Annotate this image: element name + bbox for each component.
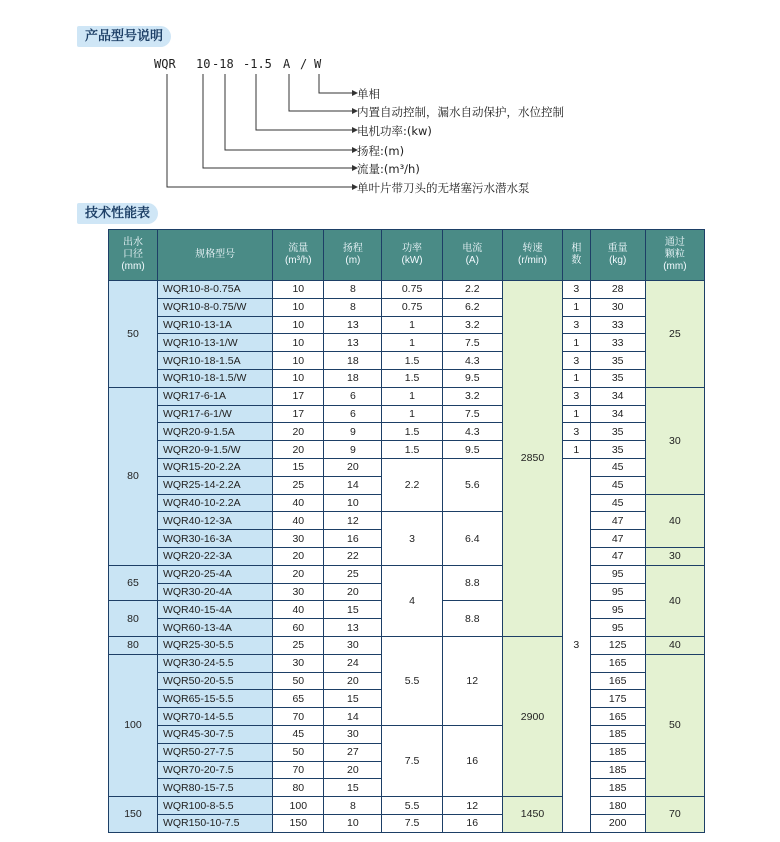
head-cell: 13: [324, 334, 382, 352]
current-cell: 9.5: [442, 441, 502, 459]
head-cell: 10: [324, 494, 382, 512]
current-cell: 3.2: [442, 387, 502, 405]
flow-cell: 70: [273, 761, 324, 779]
header-power: 功率 (kW): [382, 230, 442, 281]
weight-cell: 185: [590, 779, 645, 797]
model-cell: WQR50-27-7.5: [157, 743, 272, 761]
model-cell: WQR10-18-1.5A: [157, 352, 272, 370]
model-cell: WQR40-10-2.2A: [157, 494, 272, 512]
particle-cell: 30: [645, 547, 704, 565]
section-title-model: 产品型号说明: [77, 26, 171, 47]
explain-control: 内置自动控制，漏水自动保护，水位控制: [357, 105, 564, 119]
model-cell: WQR17-6-1A: [157, 387, 272, 405]
phase-cell: 1: [563, 405, 591, 423]
head-cell: 12: [324, 512, 382, 530]
current-cell: 9.5: [442, 369, 502, 387]
weight-cell: 45: [590, 476, 645, 494]
flow-cell: 17: [273, 405, 324, 423]
model-cell: WQR70-14-5.5: [157, 708, 272, 726]
model-cell: WQR30-20-4A: [157, 583, 272, 601]
head-cell: 10: [324, 814, 382, 832]
head-cell: 24: [324, 654, 382, 672]
header-outlet: 出水 口径 (mm): [109, 230, 158, 281]
current-cell: 12: [442, 797, 502, 815]
weight-cell: 35: [590, 352, 645, 370]
current-cell: 8.8: [442, 565, 502, 601]
header-weight: 重量 (kg): [590, 230, 645, 281]
table-row: [109, 725, 705, 743]
head-cell: 27: [324, 743, 382, 761]
head-cell: 8: [324, 797, 382, 815]
particle-cell: 30: [645, 387, 704, 494]
phase-cell: 3: [563, 352, 591, 370]
phase-cell: 3: [563, 316, 591, 334]
flow-cell: 50: [273, 672, 324, 690]
particle-cell: 40: [645, 565, 704, 636]
outlet-cell: 50: [109, 281, 158, 388]
weight-cell: 34: [590, 387, 645, 405]
weight-cell: 185: [590, 743, 645, 761]
power-cell: 1.5: [382, 441, 442, 459]
model-cell: WQR25-30-5.5: [157, 636, 272, 654]
phase-cell: 3: [563, 423, 591, 441]
current-cell: 7.5: [442, 405, 502, 423]
code-control: A: [283, 57, 291, 71]
model-cell: WQR10-13-1A: [157, 316, 272, 334]
weight-cell: 45: [590, 494, 645, 512]
outlet-cell: 65: [109, 565, 158, 601]
head-cell: 20: [324, 672, 382, 690]
weight-cell: 95: [590, 601, 645, 619]
flow-cell: 100: [273, 797, 324, 815]
phase-cell: 1: [563, 369, 591, 387]
table-row: [109, 281, 705, 299]
head-cell: 20: [324, 458, 382, 476]
flow-cell: 40: [273, 601, 324, 619]
table-row: [109, 512, 705, 530]
power-cell: 7.5: [382, 725, 442, 796]
phase-cell: 1: [563, 441, 591, 459]
explain-head: 扬程:(m): [357, 144, 405, 158]
flow-cell: 40: [273, 512, 324, 530]
current-cell: 6.2: [442, 298, 502, 316]
model-cell: WQR10-8-0.75A: [157, 281, 272, 299]
table-row: [109, 441, 705, 459]
header-head: 扬程 (m): [324, 230, 382, 281]
flow-cell: 25: [273, 636, 324, 654]
head-cell: 8: [324, 281, 382, 299]
power-cell: 7.5: [382, 814, 442, 832]
flow-cell: 10: [273, 281, 324, 299]
table-row: [109, 458, 705, 476]
weight-cell: 35: [590, 441, 645, 459]
power-cell: 4: [382, 565, 442, 636]
power-cell: 1.5: [382, 352, 442, 370]
power-cell: 5.5: [382, 636, 442, 725]
power-cell: 0.75: [382, 281, 442, 299]
head-cell: 18: [324, 369, 382, 387]
weight-cell: 165: [590, 708, 645, 726]
head-cell: 22: [324, 547, 382, 565]
weight-cell: 165: [590, 654, 645, 672]
explain-phase: 单相: [357, 87, 380, 101]
flow-cell: 10: [273, 316, 324, 334]
power-cell: 1: [382, 387, 442, 405]
table-row: [109, 298, 705, 316]
model-cell: WQR40-12-3A: [157, 512, 272, 530]
flow-cell: 30: [273, 654, 324, 672]
model-cell: WQR45-30-7.5: [157, 725, 272, 743]
table-row: [109, 352, 705, 370]
table-row: [109, 423, 705, 441]
explain-flow: 流量:(m³/h): [357, 162, 420, 176]
flow-cell: 150: [273, 814, 324, 832]
table-row: [109, 369, 705, 387]
model-cell: WQR30-24-5.5: [157, 654, 272, 672]
table-row: [109, 334, 705, 352]
phase-cell: 3: [563, 281, 591, 299]
head-cell: 14: [324, 708, 382, 726]
model-cell: WQR20-9-1.5A: [157, 423, 272, 441]
flow-cell: 17: [273, 387, 324, 405]
flow-cell: 70: [273, 708, 324, 726]
current-cell: 12: [442, 636, 502, 725]
flow-cell: 15: [273, 458, 324, 476]
weight-cell: 125: [590, 636, 645, 654]
flow-cell: 10: [273, 334, 324, 352]
explain-power: 电机功率:(kw): [357, 124, 432, 138]
head-cell: 20: [324, 761, 382, 779]
flow-cell: 10: [273, 298, 324, 316]
header-current: 电流 (A): [442, 230, 502, 281]
model-cell: WQR10-8-0.75/W: [157, 298, 272, 316]
flow-cell: 45: [273, 725, 324, 743]
head-cell: 8: [324, 298, 382, 316]
model-cell: WQR80-15-7.5: [157, 779, 272, 797]
power-cell: 0.75: [382, 298, 442, 316]
head-cell: 13: [324, 316, 382, 334]
head-cell: 16: [324, 530, 382, 548]
power-cell: 1.5: [382, 423, 442, 441]
flow-cell: 30: [273, 583, 324, 601]
outlet-cell: 80: [109, 601, 158, 637]
particle-cell: 50: [645, 654, 704, 796]
phase-cell: 1: [563, 298, 591, 316]
header-phase: 相 数: [563, 230, 591, 281]
weight-cell: 33: [590, 334, 645, 352]
model-cell: WQR20-9-1.5/W: [157, 441, 272, 459]
head-cell: 15: [324, 601, 382, 619]
flow-cell: 50: [273, 743, 324, 761]
head-cell: 15: [324, 690, 382, 708]
model-cell: WQR17-6-1/W: [157, 405, 272, 423]
head-cell: 25: [324, 565, 382, 583]
model-cell: WQR30-16-3A: [157, 530, 272, 548]
power-cell: 1: [382, 405, 442, 423]
phase-cell: 3: [563, 387, 591, 405]
flow-cell: 20: [273, 423, 324, 441]
flow-cell: 10: [273, 352, 324, 370]
header-speed: 转速 (r/min): [502, 230, 562, 281]
head-cell: 9: [324, 441, 382, 459]
power-cell: 3: [382, 512, 442, 565]
flow-cell: 20: [273, 547, 324, 565]
speed-cell: 1450: [502, 797, 562, 833]
model-cell: WQR20-25-4A: [157, 565, 272, 583]
model-cell: WQR10-13-1/W: [157, 334, 272, 352]
header-flow: 流量 (m³/h): [273, 230, 324, 281]
header-model: 规格型号: [157, 230, 272, 281]
weight-cell: 28: [590, 281, 645, 299]
current-cell: 5.6: [442, 458, 502, 511]
table-row: [109, 316, 705, 334]
table-row: [109, 387, 705, 405]
head-cell: 30: [324, 725, 382, 743]
head-cell: 15: [324, 779, 382, 797]
flow-cell: 40: [273, 494, 324, 512]
model-cell: WQR70-20-7.5: [157, 761, 272, 779]
code-power: -1.5: [243, 57, 272, 71]
head-cell: 14: [324, 476, 382, 494]
weight-cell: 185: [590, 761, 645, 779]
table-row: [109, 797, 705, 815]
current-cell: 6.4: [442, 512, 502, 565]
code-slash: /: [300, 57, 308, 71]
weight-cell: 200: [590, 814, 645, 832]
current-cell: 3.2: [442, 316, 502, 334]
model-cell: WQR15-20-2.2A: [157, 458, 272, 476]
weight-cell: 95: [590, 583, 645, 601]
flow-cell: 25: [273, 476, 324, 494]
table-row: [109, 636, 705, 654]
current-cell: 16: [442, 814, 502, 832]
table-row: [109, 405, 705, 423]
head-cell: 9: [324, 423, 382, 441]
head-cell: 20: [324, 583, 382, 601]
outlet-cell: 80: [109, 387, 158, 565]
model-cell: WQR10-18-1.5/W: [157, 369, 272, 387]
current-cell: 2.2: [442, 281, 502, 299]
code-flow: 10: [196, 57, 211, 71]
weight-cell: 47: [590, 512, 645, 530]
flow-cell: 60: [273, 619, 324, 637]
code-series: WQR: [154, 57, 176, 71]
weight-cell: 45: [590, 458, 645, 476]
particle-cell: 70: [645, 797, 704, 833]
weight-cell: 30: [590, 298, 645, 316]
outlet-cell: 80: [109, 636, 158, 654]
section-title-performance: 技术性能表: [77, 203, 158, 224]
particle-cell: 40: [645, 636, 704, 654]
phase-cell: 3: [563, 458, 591, 832]
model-cell: WQR25-14-2.2A: [157, 476, 272, 494]
weight-cell: 35: [590, 369, 645, 387]
weight-cell: 33: [590, 316, 645, 334]
current-cell: 4.3: [442, 423, 502, 441]
current-cell: 4.3: [442, 352, 502, 370]
head-cell: 13: [324, 619, 382, 637]
weight-cell: 185: [590, 725, 645, 743]
table-header-row: [109, 230, 705, 281]
head-cell: 6: [324, 405, 382, 423]
table-row: [109, 814, 705, 832]
model-cell: WQR40-15-4A: [157, 601, 272, 619]
flow-cell: 20: [273, 441, 324, 459]
weight-cell: 47: [590, 547, 645, 565]
explain-type: 单叶片带刀头的无堵塞污水潜水泵: [357, 181, 530, 195]
power-cell: 2.2: [382, 458, 442, 511]
weight-cell: 34: [590, 405, 645, 423]
power-cell: 1: [382, 316, 442, 334]
power-cell: 1.5: [382, 369, 442, 387]
model-cell: WQR20-22-3A: [157, 547, 272, 565]
power-cell: 5.5: [382, 797, 442, 815]
weight-cell: 180: [590, 797, 645, 815]
performance-table: [108, 229, 705, 833]
flow-cell: 30: [273, 530, 324, 548]
weight-cell: 47: [590, 530, 645, 548]
weight-cell: 95: [590, 565, 645, 583]
speed-cell: 2850: [502, 281, 562, 637]
header-particle: 通过 颗粒 (mm): [645, 230, 704, 281]
head-cell: 30: [324, 636, 382, 654]
current-cell: 16: [442, 725, 502, 796]
weight-cell: 95: [590, 619, 645, 637]
head-cell: 18: [324, 352, 382, 370]
model-cell: WQR100-8-5.5: [157, 797, 272, 815]
flow-cell: 65: [273, 690, 324, 708]
code-phase: W: [314, 57, 322, 71]
outlet-cell: 150: [109, 797, 158, 833]
particle-cell: 25: [645, 281, 704, 388]
table-row: [109, 565, 705, 583]
flow-cell: 80: [273, 779, 324, 797]
outlet-cell: 100: [109, 654, 158, 796]
current-cell: 7.5: [442, 334, 502, 352]
head-cell: 6: [324, 387, 382, 405]
current-cell: 8.8: [442, 601, 502, 637]
weight-cell: 165: [590, 672, 645, 690]
model-cell: WQR65-15-5.5: [157, 690, 272, 708]
weight-cell: 35: [590, 423, 645, 441]
model-cell: WQR60-13-4A: [157, 619, 272, 637]
table-body: [109, 281, 705, 833]
model-cell: WQR150-10-7.5: [157, 814, 272, 832]
model-cell: WQR50-20-5.5: [157, 672, 272, 690]
power-cell: 1: [382, 334, 442, 352]
flow-cell: 10: [273, 369, 324, 387]
flow-cell: 20: [273, 565, 324, 583]
speed-cell: 2900: [502, 636, 562, 796]
weight-cell: 175: [590, 690, 645, 708]
particle-cell: 40: [645, 494, 704, 547]
code-head: -18: [212, 57, 234, 71]
phase-cell: 1: [563, 334, 591, 352]
